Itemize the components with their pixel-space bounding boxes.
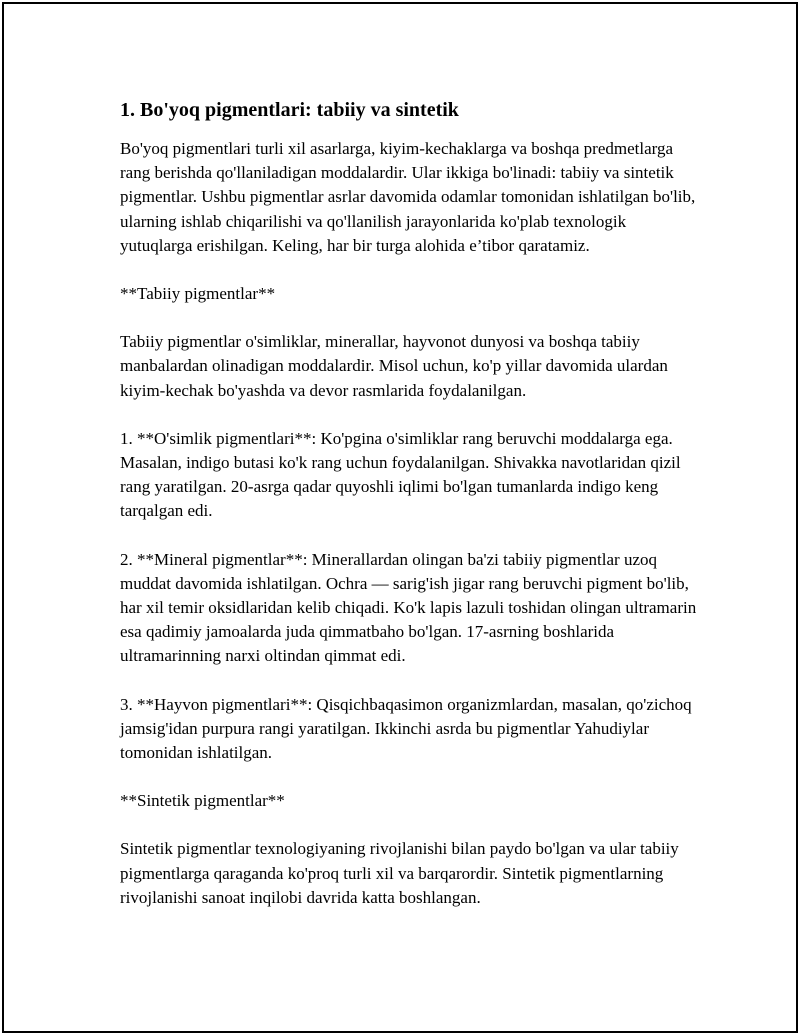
document-title: 1. Bo'yoq pigmentlari: tabiiy va sintetik xyxy=(120,99,459,121)
document-page xyxy=(2,2,798,1033)
intro-paragraph: Bo'yoq pigmentlari turli xil asarlarga, kiyim-kechaklarga va boshqa predmetlarga rang berishda qo'llaniladigan moddalardir. Ular ikkiga bo'linadi: tabiiy va sintetik pigmentlar. Ushbu pigmentlar asrlar davomida odamlar tomonidan ishlatilgan bo'lib, ularning ishlab chiqarilishi va qo'llanilish jarayonlarida ko'plab texnologik yutuqlarga erishilgan. Keling, har bir turga alohida e’tibor qaratamiz. xyxy=(120,139,696,255)
synthetic-pigments-heading: **Sintetik pigmentlar** xyxy=(120,791,285,811)
natural-pigments-paragraph: Tabiiy pigmentlar o'simliklar, minerallar, hayvonot dunyosi va boshqa tabiiy manbalardan olinadigan moddalardir. Misol uchun, ko'p yillar davomida ulardan kiyim-kechak bo'yashda va devor rasmlarida foydalanilgan. xyxy=(120,332,668,400)
natural-pigments-heading: **Tabiiy pigmentlar** xyxy=(120,284,276,304)
synthetic-pigments-paragraph: Sintetik pigmentlar texnologiyaning rivojlanishi bilan paydo bo'lgan va ular tabiiy pigmentlarga qaraganda ko'proq turli xil va barqarordir. Sintetik pigmentlarning rivojlanishi sanoat inqilobi davrida katta boshlangan. xyxy=(120,839,679,907)
mineral-pigments-paragraph: 2. **Mineral pigmentlar**: Minerallardan olingan ba'zi tabiiy pigmentlar uzoq muddat davomida ishlatilgan. Ochra — sarig'ish jigar rang beruvchi pigment bo'lib, har xil temir oksidlaridan kelib chiqadi. Ko'k lapis lazuli toshidan olingan ultramarin esa qadimiy jamoalarda juda qimmatbaho bo'lgan. 17-asrning boshlarida ultramarinning narxi oltindan qimmat edi. xyxy=(120,549,697,666)
document-content xyxy=(120,98,700,910)
plant-pigments-paragraph: 1. **O'simlik pigmentlari**: Ko'pgina o'simliklar rang beruvchi moddalarga ega. Masalan, indigo butasi ko'k rang uchun foydalanilgan. Shivakka navotlaridan qizil rang yaratilgan. 20-asrga qadar quyoshli iqlimi bo'lgan tumanlarda indigo keng tarqalgan edi. xyxy=(120,428,681,521)
animal-pigments-paragraph: 3. **Hayvon pigmentlari**: Qisqichbaqasimon organizmlardan, masalan, qo'zichoq jamsig'idan purpura rangi yaratilgan. Ikkinchi asrda bu pigmentlar Yahudiylar tomonidan ishlatilgan. xyxy=(120,694,692,763)
